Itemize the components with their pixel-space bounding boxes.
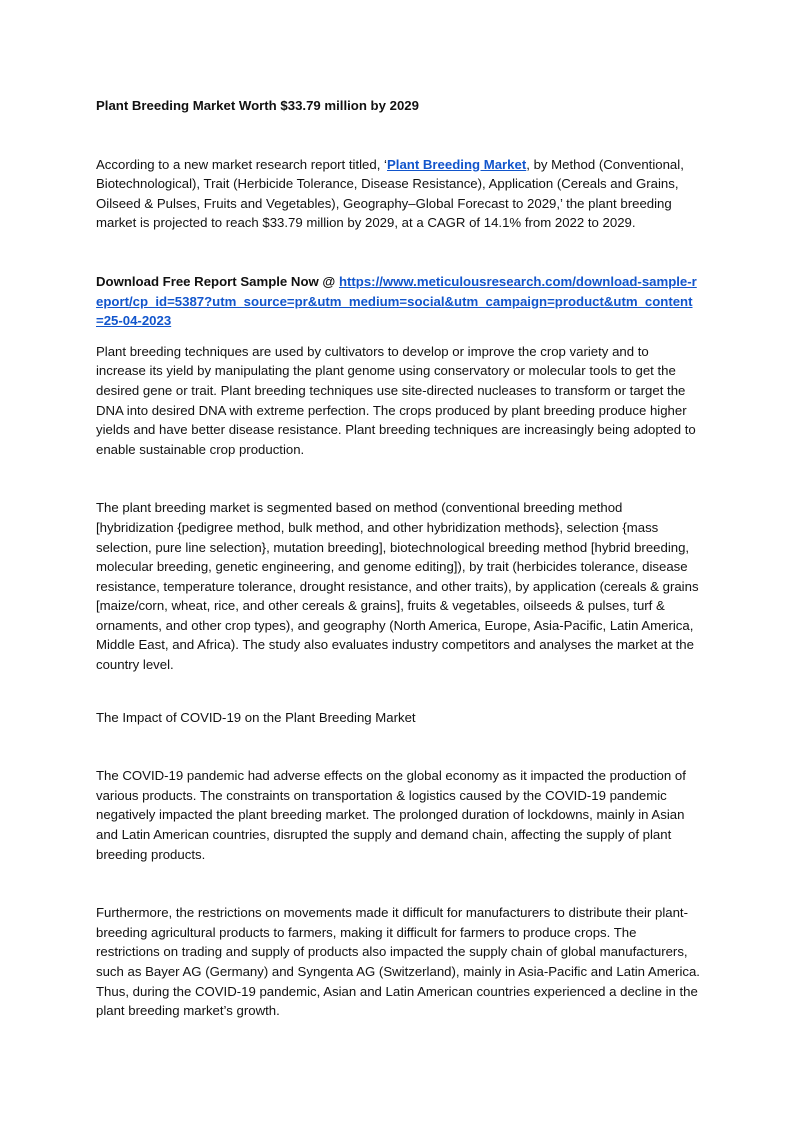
document-title: Plant Breeding Market Worth $33.79 million by 2029 [96, 98, 419, 113]
techniques-paragraph: Plant breeding techniques are used by cultivators to develop or improve the crop variety and to increase its yield by manipulating the plant genome using conservatory or molecular tools to get the desired gene or trait. Plant breeding techniques use site-directed nucleases to transform or target the DNA into desired DNA with extreme perfection. The crops produced by plant breeding produce higher yields and have better disease resistance. Plant breeding techniques are increasingly being adopted to enable sustainable crop production. [96, 343, 696, 457]
covid-paragraph-1: The COVID-19 pandemic had adverse effects on the global economy as it impacted the production of various products. The constraints on transportation & logistics caused by the COVID-19 pandemic negatively impacted the plant breeding market. The prolonged duration of lockdowns, mainly in Asian and Latin American countries, disrupted the supply and demand chain, affecting the supply of plant breeding products. [96, 768, 686, 862]
intro-text-before-link: According to a new market research report titled, ‘ [96, 156, 387, 172]
segmentation-paragraph: The plant breeding market is segmented based on method (conventional breeding method [hybridization {pedigree method, bulk method, and other hybridization methods}, selection {mass selection, pure line selection}, mutation breeding], biotechnological breeding method [hybrid breeding, molecular breeding, genetic engineering, and genome editing]), by trait (herbicides tolerance, disease resistance, temperature tolerance, drought resistance, and other traits), by application (cereals & grains [maize/corn, wheat, rice, and other cereals & grains], fruits & vegetables, oilseeds & pulses, turf & ornaments, and other crop types), and geography (North America, Europe, Asia-Pacific, Latin America, Middle East, and Africa). The study also evaluates industry competitors and analyses the market at the country level. [96, 500, 699, 673]
plant-breeding-market-link[interactable]: Plant Breeding Market [387, 156, 527, 172]
download-paragraph [96, 272, 700, 331]
document-page [96, 96, 700, 1021]
covid-paragraph-2: Furthermore, the restrictions on movements made it difficult for manufacturers to distribute their plant-breeding agricultural products to farmers, making it difficult for farmers to produce crops. The restrictions on trading and supply of products also impacted the supply chain of global manufacturers, such as Bayer AG (Germany) and Syngenta AG (Switzerland), mainly in Asia-Pacific and Latin America. Thus, during the COVID-19 pandemic, Asian and Latin American countries experienced a decline in the plant breeding market’s growth. [96, 905, 700, 1019]
covid-heading: The Impact of COVID-19 on the Plant Breeding Market [96, 709, 416, 725]
intro-paragraph [96, 155, 700, 233]
download-sample-link[interactable]: https://www.meticulousresearch.com/download-sample-report/cp_id=5387?utm_source=pr&utm_medium=social&utm_campaign=product&utm_content=25-04-2023 [96, 273, 697, 329]
intro-text-after-link: , by Method (Conventional, Biotechnological), Trait (Herbicide Tolerance, Disease Resistance), Application (Cereals and Grains, Oilseed & Pulses, Fruits and Vegetables), Geography–Global Forecast to 2029,’ the plant breeding market is projected to reach $33.79 million by 2029, at a CAGR of 14.1% from 2022 to 2029. [96, 156, 684, 231]
download-label: Download Free Report Sample Now @ [96, 273, 339, 289]
